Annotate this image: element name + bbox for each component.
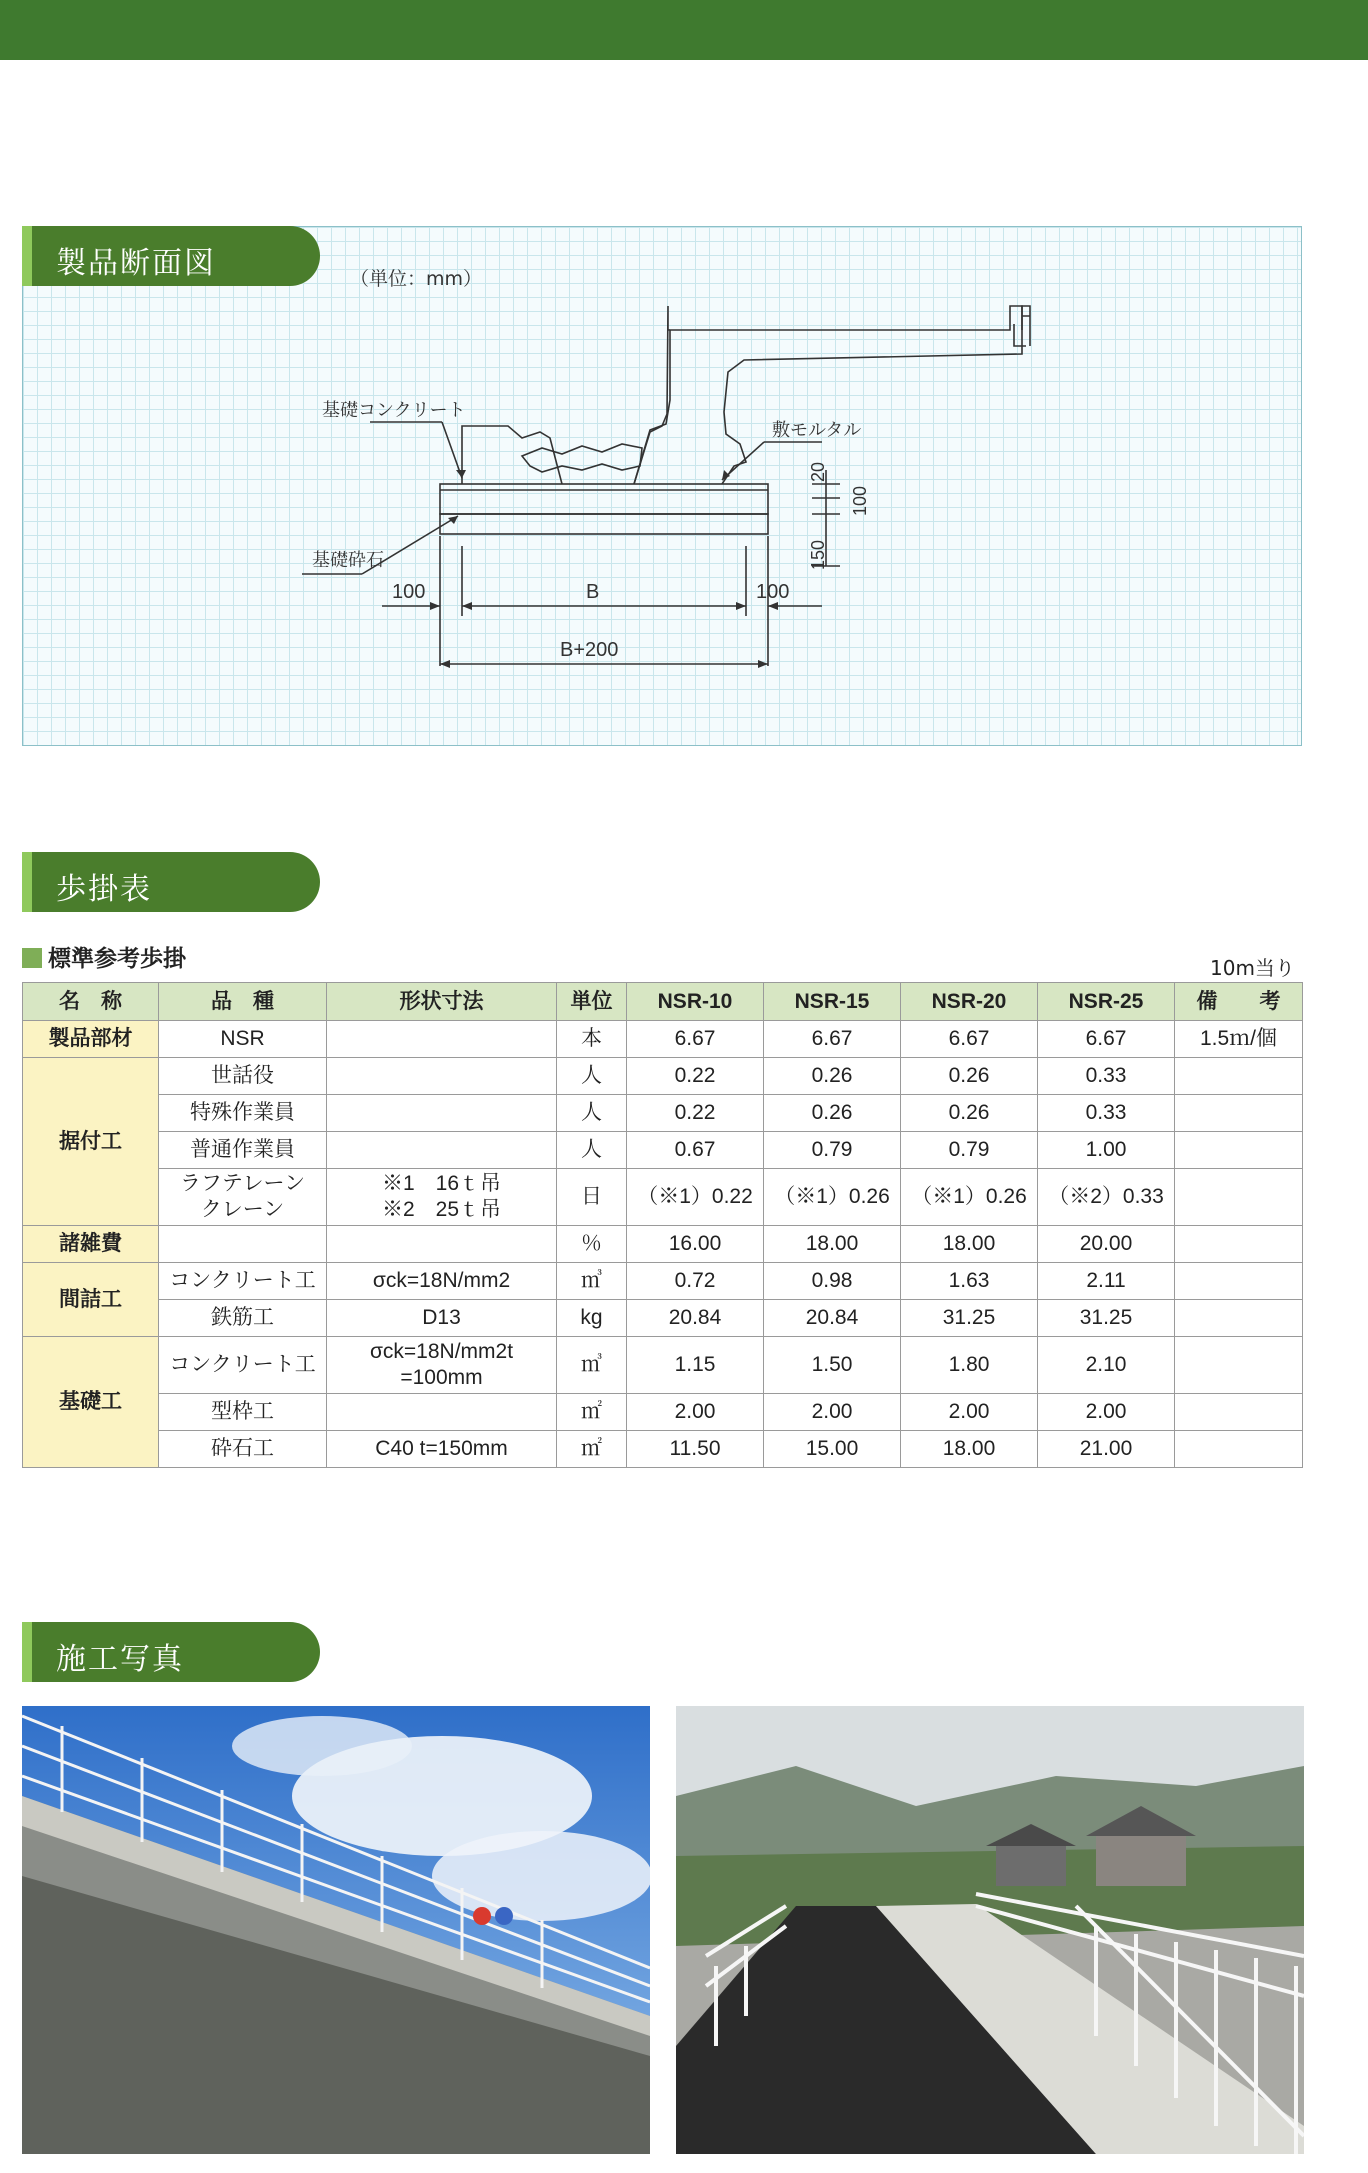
- construction-photo-walkway: [676, 1706, 1304, 2154]
- label-base-concrete: 基礎コンクリート: [322, 400, 466, 420]
- value-cell: 1.00: [1038, 1132, 1175, 1169]
- table-row: [23, 1263, 1303, 1300]
- rail-outline-right: [722, 306, 1030, 484]
- size-line: σck=18N/mm2t: [369, 1340, 514, 1363]
- note-cell: [1175, 1300, 1303, 1337]
- unit-cell: 人: [557, 1058, 627, 1095]
- value-cell: 1.80: [901, 1337, 1038, 1394]
- dim-label-100-vertical: 100: [850, 485, 870, 516]
- dim-label-100-right: 100: [756, 581, 790, 603]
- value-cell: 0.22: [627, 1095, 764, 1132]
- dim-label-150: 150: [808, 539, 828, 570]
- value-cell: 0.72: [627, 1263, 764, 1300]
- value-cell: 0.79: [901, 1132, 1038, 1169]
- value-cell: 2.10: [1038, 1337, 1175, 1394]
- post-base: [634, 306, 670, 484]
- value-cell: 20.84: [627, 1300, 764, 1337]
- kind-cell: NSR: [159, 1021, 327, 1058]
- value-cell: （※1）0.22: [627, 1169, 764, 1226]
- value-cell: 20.84: [764, 1300, 901, 1337]
- header-cell: 単位: [557, 983, 627, 1021]
- kind-line: ラフテレーン: [179, 1172, 306, 1195]
- header-cell: NSR-10: [627, 983, 764, 1021]
- value-cell: 0.26: [764, 1095, 901, 1132]
- note-cell: [1175, 1058, 1303, 1095]
- section-title: 施工写真: [56, 1642, 184, 1677]
- value-cell: 2.11: [1038, 1263, 1175, 1300]
- value-cell: 21.00: [1038, 1431, 1175, 1468]
- unit-cell: ㎥: [557, 1337, 627, 1394]
- section-header-photos: [22, 1622, 320, 1682]
- value-cell: 16.00: [627, 1226, 764, 1263]
- size-cell: [327, 1169, 557, 1226]
- section-title: 製品断面図: [56, 246, 216, 281]
- kind-cell: コンクリート工: [159, 1263, 327, 1300]
- value-cell: 0.33: [1038, 1095, 1175, 1132]
- unit-cell: 日: [557, 1169, 627, 1226]
- note-cell: 1.5ｍ/個: [1175, 1021, 1303, 1058]
- concrete-infill: [522, 444, 642, 472]
- table-subtitle: [22, 940, 186, 973]
- unit-cell: 人: [557, 1132, 627, 1169]
- value-cell: 6.67: [1038, 1021, 1175, 1058]
- table-header-row: [23, 983, 1303, 1021]
- note-cell: [1175, 1226, 1303, 1263]
- value-cell: 0.26: [901, 1095, 1038, 1132]
- table-row: [23, 1226, 1303, 1263]
- table-row: [23, 1095, 1303, 1132]
- value-cell: 1.63: [901, 1263, 1038, 1300]
- size-cell: [327, 1095, 557, 1132]
- value-cell: （※1）0.26: [764, 1169, 901, 1226]
- value-cell: 0.67: [627, 1132, 764, 1169]
- value-cell: 6.67: [901, 1021, 1038, 1058]
- section-header-labor-table: [22, 852, 320, 912]
- value-cell: 6.67: [627, 1021, 764, 1058]
- header-cell: 備 考: [1175, 983, 1303, 1021]
- size-line: ※2 25ｔ吊: [381, 1198, 502, 1221]
- value-cell: 1.15: [627, 1337, 764, 1394]
- note-cell: [1175, 1095, 1303, 1132]
- top-banner: [0, 0, 1368, 60]
- table-row: [23, 1021, 1303, 1058]
- construction-photo-bridge: [22, 1706, 650, 2154]
- unit-cell: ㎥: [557, 1263, 627, 1300]
- kind-line: クレーン: [200, 1198, 285, 1221]
- kind-cell: 特殊作業員: [159, 1095, 327, 1132]
- unit-cell: ％: [557, 1226, 627, 1263]
- size-cell: [327, 1058, 557, 1095]
- group-cell-install: 据付工: [23, 1058, 159, 1226]
- table-row: [23, 1394, 1303, 1431]
- value-cell: 2.00: [627, 1394, 764, 1431]
- unit-cell: ㎡: [557, 1431, 627, 1468]
- group-cell-misc: 諸雑費: [23, 1226, 159, 1263]
- value-cell: 20.00: [1038, 1226, 1175, 1263]
- dim-label-100-left: 100: [392, 581, 426, 603]
- table-row: [23, 1431, 1303, 1468]
- dim-label-b: B: [586, 581, 600, 603]
- table-row: [23, 1132, 1303, 1169]
- value-cell: 0.26: [764, 1058, 901, 1095]
- group-cell-base: 基礎工: [23, 1337, 159, 1468]
- value-cell: 6.67: [764, 1021, 901, 1058]
- note-cell: [1175, 1394, 1303, 1431]
- kind-cell: 鉄筋工: [159, 1300, 327, 1337]
- left-base-block: [462, 426, 562, 484]
- value-cell: 18.00: [901, 1226, 1038, 1263]
- size-line: =100mm: [400, 1366, 483, 1389]
- unit-note: （単位：mm）: [350, 268, 483, 290]
- value-cell: 0.79: [764, 1132, 901, 1169]
- crushed-stone-layer: [440, 514, 768, 534]
- table-row: [23, 1058, 1303, 1095]
- kind-cell: 世話役: [159, 1058, 327, 1095]
- size-cell: [327, 1021, 557, 1058]
- note-cell: [1175, 1263, 1303, 1300]
- note-cell: [1175, 1169, 1303, 1226]
- value-cell: 11.50: [627, 1431, 764, 1468]
- size-cell: σck=18N/mm2: [327, 1263, 557, 1300]
- section-title: 歩掛表: [56, 872, 152, 907]
- unit-cell: 本: [557, 1021, 627, 1058]
- value-cell: 0.22: [627, 1058, 764, 1095]
- unit-cell: kg: [557, 1300, 627, 1337]
- size-cell: C40 t=150mm: [327, 1431, 557, 1468]
- note-cell: [1175, 1431, 1303, 1468]
- value-cell: 18.00: [764, 1226, 901, 1263]
- leader-base-concrete: [442, 422, 462, 478]
- value-cell: 0.98: [764, 1263, 901, 1300]
- kind-cell: 砕石工: [159, 1431, 327, 1468]
- kind-cell: 型枠工: [159, 1394, 327, 1431]
- size-cell: [327, 1226, 557, 1263]
- rail-outline-left: [634, 306, 1022, 484]
- value-cell: 0.33: [1038, 1058, 1175, 1095]
- value-cell: 31.25: [1038, 1300, 1175, 1337]
- size-cell: [327, 1132, 557, 1169]
- kind-cell: [159, 1169, 327, 1226]
- header-cell: 形状寸法: [327, 983, 557, 1021]
- value-cell: 18.00: [901, 1431, 1038, 1468]
- dim-label-b200: B+200: [560, 639, 619, 661]
- dim-label-20: 20: [808, 461, 828, 482]
- group-cell-gap: 間詰工: [23, 1263, 159, 1337]
- value-cell: （※1）0.26: [901, 1169, 1038, 1226]
- size-cell: D13: [327, 1300, 557, 1337]
- note-cell: [1175, 1337, 1303, 1394]
- unit-cell: ㎡: [557, 1394, 627, 1431]
- kind-cell: [159, 1226, 327, 1263]
- cross-section-drawing: [22, 226, 1302, 746]
- label-crushed-stone: 基礎砕石: [312, 550, 384, 570]
- per-unit-note: 10m当り: [1210, 956, 1295, 980]
- kind-cell: 普通作業員: [159, 1132, 327, 1169]
- header-cell: NSR-25: [1038, 983, 1175, 1021]
- header-accent-bar: [22, 852, 32, 912]
- table-subtitle-text: 標準参考歩掛: [48, 946, 186, 972]
- header-cell: NSR-20: [901, 983, 1038, 1021]
- header-cell: 名 称: [23, 983, 159, 1021]
- size-line: ※1 16ｔ吊: [381, 1172, 502, 1195]
- value-cell: 0.26: [901, 1058, 1038, 1095]
- note-cell: [1175, 1132, 1303, 1169]
- value-cell: 31.25: [901, 1300, 1038, 1337]
- unit-cell: 人: [557, 1095, 627, 1132]
- value-cell: 2.00: [901, 1394, 1038, 1431]
- labor-table: [22, 982, 1303, 1468]
- size-cell: [327, 1394, 557, 1431]
- base-concrete-slab: [440, 484, 768, 514]
- header-accent-bar: [22, 1622, 32, 1682]
- value-cell: 15.00: [764, 1431, 901, 1468]
- value-cell: （※2）0.33: [1038, 1169, 1175, 1226]
- kind-cell: コンクリート工: [159, 1337, 327, 1394]
- label-bed-mortar: 敷モルタル: [772, 420, 862, 440]
- table-row: [23, 1337, 1303, 1394]
- size-cell: [327, 1337, 557, 1394]
- bullet-square-icon: [22, 948, 42, 968]
- value-cell: 2.00: [1038, 1394, 1175, 1431]
- value-cell: 2.00: [764, 1394, 901, 1431]
- table-row: [23, 1300, 1303, 1337]
- group-cell-product: 製品部材: [23, 1021, 159, 1058]
- table-row: [23, 1169, 1303, 1226]
- header-cell: 品 種: [159, 983, 327, 1021]
- value-cell: 1.50: [764, 1337, 901, 1394]
- header-cell: NSR-15: [764, 983, 901, 1021]
